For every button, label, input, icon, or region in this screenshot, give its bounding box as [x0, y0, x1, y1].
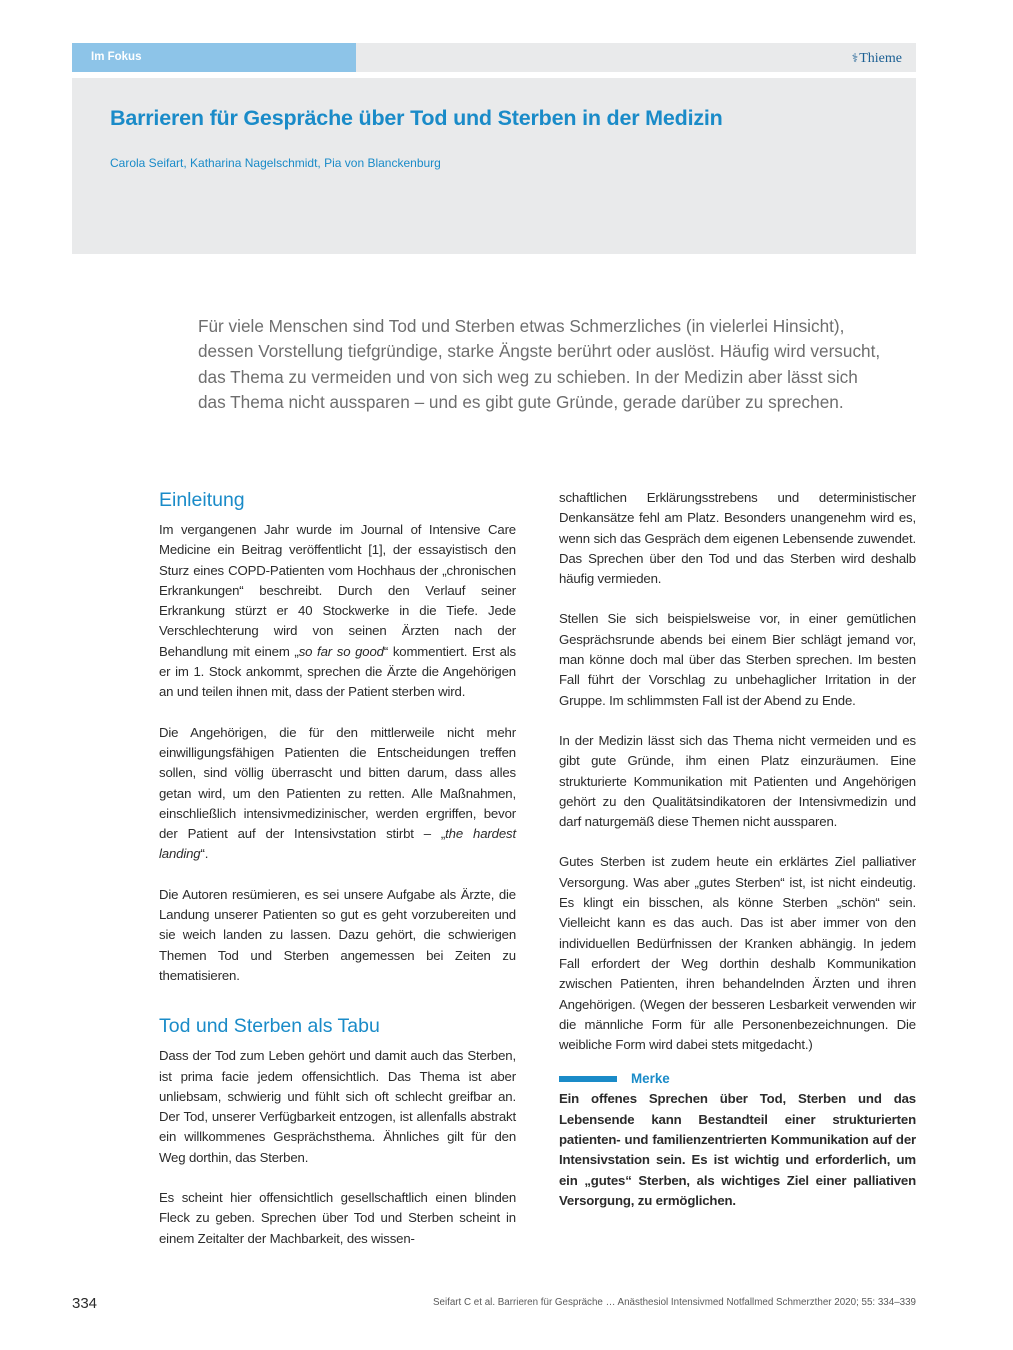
- paragraph: Die Angehörigen, die für den mittlerweile nicht mehr einwilligungsfähigen Patienten die Entscheidungen treffen sollen, sind völlig überrascht und bitten darum, dass alles getan wird, um den Patienten zu retten. Alle Maßnahmen, einschließlich intensivmedizinischer, werden ergriffen, bevor der Patient auf der Intensivstation stirbt – „the hardest landing“.: [159, 724, 516, 862]
- paragraph: schaftlichen Erklärungsstrebens und deterministischer Denkansätze fehl am Platz. Besonders unangenehm wird es, wenn sich das Gespräch dem eigenen Lebensende zuwendet. Das Sprechen über den Tod und das Sterben wird deshalb häufig vermieden.: [559, 490, 916, 587]
- publisher-logo: [852, 43, 902, 72]
- section-tag: Im Fokus: [72, 43, 356, 72]
- merke-text: Ein offenes Sprechen über Tod, Sterben und das Lebensende kann Bestandteil einer strukturierten patienten- und familienzentrierten Kommunikation auf der Intensivstation sein. Es ist wichtig und erforderlich, um ein „gutes“ Sterben, als wichtiges Ziel einer palliativen Versorgung, zu ermöglichen.: [559, 1091, 916, 1208]
- page-number: 334: [72, 1295, 98, 1312]
- heading-tabu: Tod und Sterben als Tabu: [159, 1015, 380, 1038]
- footer-citation: Seifart C et al. Barrieren für Gespräche … Anästhesiol Intensivmed Notfallmed Schmerzther 2020; 55: 334–339: [432, 1297, 916, 1308]
- thieme-logo-icon: ⚕: [851, 51, 859, 65]
- paragraph: Im vergangenen Jahr wurde im Journal of Intensive Care Medicine ein Beitrag veröffentlicht [1], der essayistisch den Sturz eines COPD-Patienten vom Hochhaus der „chronischen Erkrankungen“ beschreibt. Durch den Verlauf seiner Erkrankung stürzt er 40 Stockwerke in die Tiefe. Jede Verschlechterung wird von seinen Ärzten nach der Behandlung mit einem „so far so good“ kommentiert. Erst als er im 1. Stock ankommt, sprechen die Ärzte die Angehörigen an und teilen ihnen mit, dass der Patient sterben wird.: [159, 522, 517, 700]
- paragraph: Gutes Sterben ist zudem heute ein erklärtes Ziel palliativer Versorgung. Was aber „gutes Sterben“ ist, ist nicht eindeutig. Es klingt ein bisschen, als könne Sterben „schön“ sein. Vielleicht kann es das auch. Das ist aber immer von den individuellen Bedürfnissen der Kranken abhängig. In jedem Fall erfordert der Weg dorthin deshalb Kommunikation zwischen Patienten, ihren behandelnden Ärzten und ihren Angehörigen. (Wegen der besseren Lesbarkeit verwenden wir die männliche Form für alle Personenbezeichnungen. Die weibliche Form wird dabei stets mitgedacht.): [559, 854, 916, 1053]
- paragraph: Es scheint hier offensichtlich gesellschaftlich einen blinden Fleck zu geben. Sprechen über Tod und Sterben scheint in einem Zeitalter der Machbarkeit, des wissen-: [159, 1190, 516, 1246]
- article-header: [72, 78, 916, 254]
- paragraph: Die Autoren resümieren, es sei unsere Aufgabe als Ärzte, die Landung unserer Patienten so gut es geht vorzubereiten und sie weich landen zu lassen. Dazu gehört, die schwierigen Themen Tod und Sterben angemessen bei Zeiten zu thematisieren.: [159, 886, 516, 983]
- left-column: [159, 488, 516, 1249]
- paragraph: Stellen Sie sich beispielsweise vor, in einer gemütlichen Gesprächsrunde abends bei einem Bier schlägt jemand vor, man könne doch mal über das Sterben sprechen. Im besten Fall führt der Vorschlag zu unbehaglicher Irritation in der Gruppe. Im schlimmsten Fall ist der Abend zu Ende.: [559, 611, 916, 708]
- heading-einleitung: Einleitung: [159, 489, 245, 511]
- right-column: [559, 488, 916, 1211]
- merke-bar: [559, 1076, 617, 1082]
- merke-box: [559, 1069, 916, 1211]
- top-bar: [72, 43, 916, 72]
- merke-label: Merke: [631, 1071, 670, 1087]
- article-abstract: Für viele Menschen sind Tod und Sterben etwas Schmerzliches (in vielerlei Hinsicht), dessen Vorstellung tiefgründige, starke Ängste berührt oder auslöst. Häufig wird versucht, das Thema zu vermeiden und von sich weg zu schieben. In der Medizin aber lässt sich das Thema nicht aussparen – und es gibt gute Gründe, gerade darüber zu sprechen.: [198, 316, 881, 413]
- paragraph: Dass der Tod zum Leben gehört und damit auch das Sterben, ist prima facie jedem offensichtlich. Das Thema ist aber unliebsam, schwierig und fühlt sich oft schlecht greifbar an. Der Tod, unserer Verfügbarkeit entzogen, ist allenfalls abstrakt ein willkommenes Gesprächsthema. Ähnliches gilt für den Weg dorthin, das Sterben.: [159, 1048, 516, 1165]
- paragraph: In der Medizin lässt sich das Thema nicht vermeiden und es gibt gute Gründe, ihm einen Platz einzuräumen. Eine strukturierte Kommunikation mit Patienten und Angehörigen gehört zu den Qualitätsindikatoren der Intensivmedizin und darf naturgemäß diese Themen nicht aussparen.: [559, 732, 916, 830]
- article-authors: Carola Seifart, Katharina Nagelschmidt, Pia von Blanckenburg: [110, 156, 441, 170]
- merke-header: [559, 1069, 916, 1089]
- article-title: Barrieren für Gespräche über Tod und Sterben in der Medizin: [110, 106, 723, 130]
- publisher-name: Thieme: [859, 51, 902, 66]
